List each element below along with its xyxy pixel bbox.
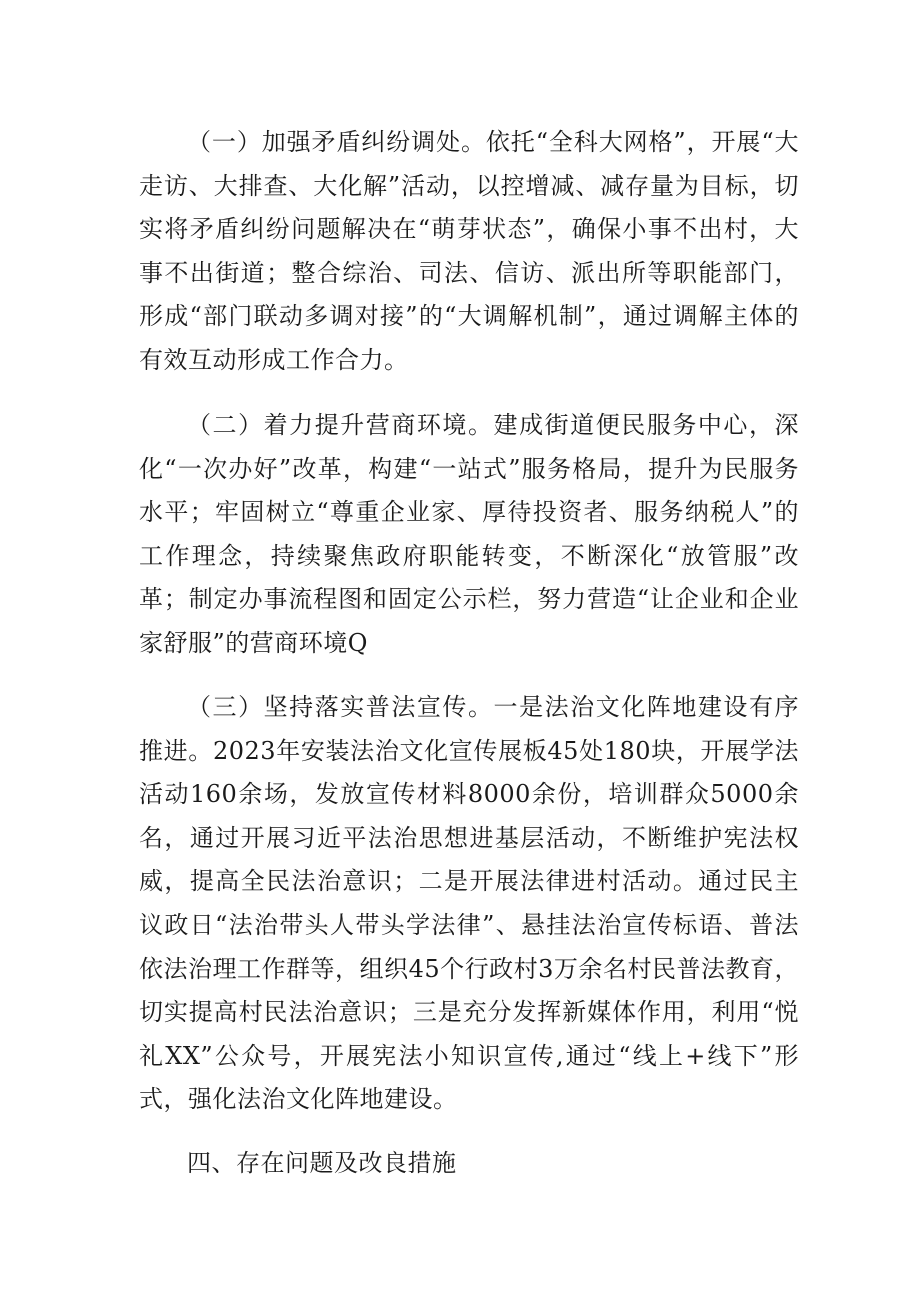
section-heading: 四、存在问题及改良措施 <box>187 1149 457 1177</box>
paragraph-legal-publicity: （三）坚持落实普法宣传。一是法治文化阵地建设有序推进。2023年安装法治文化宣传展板45处180块，开展学法活动160余场，发放宣传材料8000余份，培训群众5000余名，通过开展习近平法治思想进基层活动，不断维护宪法权威，提高全民法治意识；二是开展法律进村活动。通过民主议政日“法治带头人带头学法律”、悬挂法治宣传标语、普法依法治理工作群等，组织45个行政村3万余名村民普法教育，切实提高村民法治意识；三是充分发挥新媒体作用，利用“悦礼XX”公众号，开展宪法小知识宣传,通过“线上+线下”形式，强化法治文化阵地建设。 <box>139 693 799 1114</box>
paragraph-business-environment: （二）着力提升营商环境。建成街道便民服务中心，深化“一次办好”改革，构建“一站式”服务格局，提升为民服务水平；牢固树立“尊重企业家、厚待投资者、服务纳税人”的工作理念，持续聚焦政府职能转变，不断深化“放管服”改革；制定办事流程图和固定公示栏，努力营造“让企业和企业家舒服”的营商环境Q <box>139 411 799 657</box>
paragraph-dispute-mediation: （一）加强矛盾纠纷调处。依托“全科大网格”，开展“大走访、大排查、大化解”活动，以控增减、减存量为目标，切实将矛盾纠纷问题解决在“萌芽状态”，确保小事不出村，大事不出街道；整合综治、司法、信访、派出所等职能部门，形成“部门联动多调对接”的“大调解机制”，通过调解主体的有效互动形成工作合力。 <box>139 128 799 374</box>
